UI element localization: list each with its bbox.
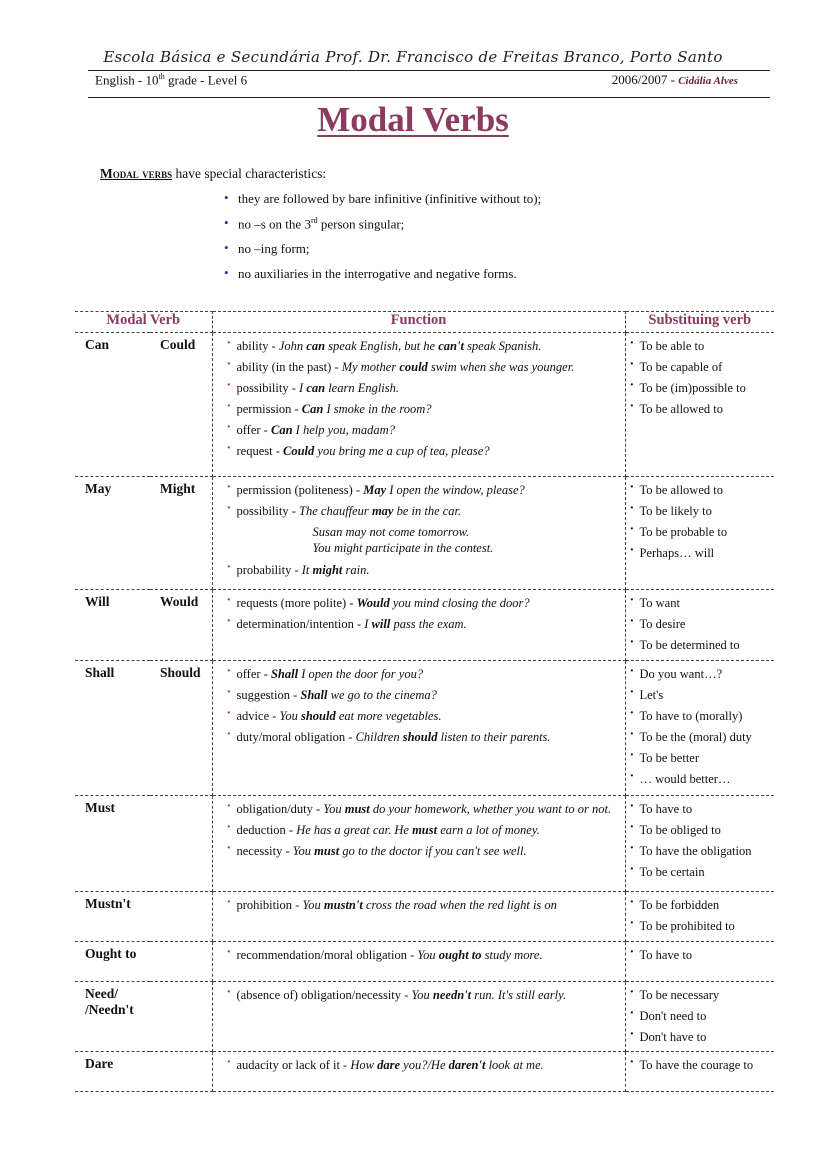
function-example-continued [213,524,625,540]
function-item [213,822,625,843]
function-example [342,360,575,374]
table-row [75,1052,774,1092]
modal-verb-cell: Mustn't [75,892,150,942]
example-text: John [278,339,307,353]
function-item [213,503,625,524]
header-substitute: Substituing verb [625,312,774,333]
example-text: You [292,844,315,858]
year-teacher [612,72,738,88]
modal-keyword: needn't [432,988,472,1002]
substitute-item: · To be likely to [626,503,775,524]
example-text: I open the door for you? [298,667,424,681]
function-item [213,422,625,443]
function-example [279,339,542,353]
table-row [75,796,774,892]
modal-keyword: mustn't [323,898,363,912]
example-text: He has a great car. He [296,823,413,837]
substitute-cell [625,477,774,590]
function-item [213,947,625,968]
modal-verb-past-cell [150,892,212,942]
example-text: The chauffeur [299,504,372,518]
function-cell [212,982,625,1052]
function-label: permission (politeness) - [236,483,364,497]
function-item [213,482,625,503]
substitute-item: · To be (im)possible to [626,380,775,401]
characteristic-item: • no auxiliaries in the interrogative and negative forms. [224,266,541,291]
modal-verb-past-cell: Might [150,477,212,590]
function-item [213,443,625,464]
header-rule-bottom [88,97,770,98]
modal-keyword: dare [377,1058,401,1072]
example-text: eat more vegetables. [335,709,442,723]
substitute-item: · To have to [626,947,775,968]
substitute-item: · Do you want…? [626,666,775,687]
function-label: necessity - [236,844,293,858]
substitute-cell [625,892,774,942]
substitute-item: · To have to (morally) [626,708,775,729]
substitute-item: · To be capable of [626,359,775,380]
course-info: English - 10th grade - Level 6 [95,72,248,88]
function-cell [212,333,625,477]
example-text: You [411,988,433,1002]
example-text: I [364,617,372,631]
function-cell [212,796,625,892]
function-label: probability - [236,563,302,577]
function-item [213,708,625,729]
table-row [75,942,774,982]
example-text: Susan [312,525,346,539]
function-example [271,667,423,681]
table-row [75,477,774,590]
characteristic-item: • no –s on the 3rd person singular; [224,216,541,241]
example-text: You [323,802,345,816]
function-item [213,801,625,822]
function-label: ability (in the past) - [236,360,342,374]
function-label: offer - [236,423,271,437]
modal-keyword: can't [438,339,464,353]
function-label: ability - [236,339,279,353]
characteristic-item: • they are followed by bare infinitive (infinitive without to); [224,191,541,216]
function-example [411,988,566,1002]
modal-verb-text: Need/ [85,986,118,1001]
intro-paragraph [100,166,326,182]
function-example [296,823,540,837]
function-label: advice - [236,709,280,723]
modal-verb-cell: Must [75,796,150,892]
function-item [213,687,625,708]
function-label: suggestion - [236,688,301,702]
function-example [302,563,370,577]
example-text: we go to the cinema? [327,688,437,702]
function-example [364,617,466,631]
substitute-cell [625,333,774,477]
substitute-item: · To want [626,595,775,616]
function-example-continued [213,540,625,556]
modal-verb-past-cell [150,942,212,982]
modal-keyword: will [371,617,391,631]
substitute-item: · Perhaps… will [626,545,775,566]
function-label: (absence of) obligation/necessity - [236,988,412,1002]
function-label: prohibition - [236,898,303,912]
function-cell [212,942,625,982]
substitute-item: · To be obliged to [626,822,775,843]
example-text: You [417,948,439,962]
function-example [299,504,461,518]
substitute-item: · To desire [626,616,775,637]
modal-keyword: could [399,360,428,374]
header-modal-verb: Modal Verb [75,312,212,333]
modal-verb-past-cell: Would [150,590,212,661]
function-label: duty/moral obligation - [236,730,356,744]
function-example [299,381,399,395]
substitute-item: · To have the obligation [626,843,775,864]
modal-keyword: Could [283,444,315,458]
modal-keyword: may [371,504,394,518]
modal-verb-cell [75,982,150,1052]
modal-verb-cell: Will [75,590,150,661]
substitute-item: · To be allowed to [626,482,775,503]
function-cell [212,1052,625,1092]
substitute-cell [625,661,774,796]
example-text: look at me. [485,1058,544,1072]
function-example [280,709,442,723]
example-text: Children [355,730,403,744]
example-text: You [312,541,334,555]
example-text: My mother [341,360,400,374]
function-example [357,596,530,610]
function-item [213,987,625,1008]
function-item [213,338,625,359]
modal-keyword: must [412,823,438,837]
substitute-item: · To have to [626,801,775,822]
table-body [75,333,774,1092]
function-label: deduction - [236,823,297,837]
substitute-item: · To be forbidden [626,897,775,918]
function-item [213,666,625,687]
function-example [300,688,436,702]
modal-keyword: can [306,339,326,353]
table-row [75,661,774,796]
example-text: I [299,381,307,395]
function-cell [212,590,625,661]
function-example [363,483,525,497]
modal-keyword: can [306,381,326,395]
function-item [213,729,625,750]
example-text: swim when she was younger. [427,360,575,374]
substitute-item: · To be able to [626,338,775,359]
function-example [350,1058,543,1072]
example-text: run. It's still early. [471,988,567,1002]
substitute-cell [625,796,774,892]
example-text: speak English, but he [325,339,439,353]
modal-verb-past-cell: Should [150,661,212,796]
modal-verb-past-cell: Could [150,333,212,477]
page-title-text: Modal Verbs [317,100,509,139]
function-item [213,380,625,401]
page-title [0,100,826,140]
substitute-item: · To be allowed to [626,401,775,422]
example-text: It [301,563,313,577]
characteristic-item: • no –ing form; [224,241,541,266]
example-text: come tomorrow. [385,525,470,539]
table-row [75,982,774,1052]
substitute-item: · Don't have to [626,1029,775,1050]
substitute-item: · To be prohibited to [626,918,775,939]
function-example [302,402,432,416]
modal-verb-past-cell [150,982,212,1052]
function-example [417,948,542,962]
modal-verb-cell: May [75,477,150,590]
function-item [213,1057,625,1078]
example-text: I open the window, please? [386,483,525,497]
function-item [213,897,625,918]
example-text: speak Spanish. [463,339,542,353]
function-item [213,595,625,616]
modal-keyword: daren't [448,1058,486,1072]
modal-verb-cell: Dare [75,1052,150,1092]
function-label: obligation/duty - [236,802,324,816]
example-text: go to the doctor if you can't see well. [339,844,527,858]
intro-lead: Modal verbs [100,166,173,181]
example-text: You [279,709,301,723]
modal-keyword: ought to [438,948,482,962]
modal-verb-text: /Needn't [85,1002,134,1017]
modal-keyword: should [300,709,336,723]
example-text: do your homework, whether you want to or not. [369,802,612,816]
function-label: determination/intention - [236,617,365,631]
modal-keyword: might [333,541,363,555]
modal-verbs-table [75,311,774,1092]
modal-keyword: Shall [300,688,328,702]
example-text: learn English. [325,381,400,395]
example-text: You [302,898,324,912]
modal-keyword: Shall [270,667,299,681]
example-text: earn a lot of money. [437,823,540,837]
function-example [283,444,490,458]
function-item [213,616,625,637]
modal-keyword: may not [345,525,386,539]
substitute-item: · Let's [626,687,775,708]
substitute-item: · To be determined to [626,637,775,658]
function-cell [212,892,625,942]
example-text: you bring me a cup of tea, please? [314,444,490,458]
modal-verb-past-cell [150,796,212,892]
modal-verb-cell: Can [75,333,150,477]
modal-keyword: might [312,563,343,577]
modal-keyword: must [344,802,370,816]
example-text: you mind closing the door? [389,596,530,610]
function-label: requests (more polite) - [236,596,357,610]
intro-text: have special characteristics: [172,166,327,181]
modal-keyword: May [363,483,387,497]
header-function: Function [212,312,625,333]
header-rule-top [88,70,770,71]
substitute-item: · Don't need to [626,1008,775,1029]
example-text: be in the car. [393,504,462,518]
teacher-name: Cidália Alves [678,75,738,87]
example-text: I smoke in the room? [323,402,432,416]
function-example [271,423,395,437]
function-example [323,802,611,816]
substitute-item: · … would better… [626,771,775,792]
function-example [356,730,551,744]
example-text: study more. [481,948,543,962]
function-item [213,359,625,380]
table-row [75,892,774,942]
modal-keyword: must [314,844,340,858]
modal-keyword: Would [356,596,390,610]
example-text: listen to their parents. [437,730,551,744]
example-text: rain. [342,563,370,577]
modal-verb-past-cell [150,1052,212,1092]
modal-verb-cell: Ought to [75,942,150,982]
modal-keyword: Can [270,423,293,437]
example-text: pass the exam. [390,617,467,631]
function-label: request - [236,444,284,458]
substitute-item: · To be better [626,750,775,771]
example-text: cross the road when the red light is on [362,898,557,912]
modal-verb-cell: Shall [75,661,150,796]
table-row [75,333,774,477]
function-label: possibility - [236,504,300,518]
function-cell [212,477,625,590]
substitute-item: · To be necessary [626,987,775,1008]
substitute-item: · To be probable to [626,524,775,545]
function-label: possibility - [236,381,300,395]
table-row [75,590,774,661]
substitute-item: · To have the courage to [626,1057,775,1078]
substitute-item: · To be the (moral) duty [626,729,775,750]
example-text: participate in the contest. [362,541,494,555]
substitute-cell [625,590,774,661]
substitute-cell [625,1052,774,1092]
function-label: permission - [236,402,302,416]
characteristics-list [224,191,541,291]
function-label: recommendation/moral obligation - [236,948,418,962]
function-item [213,401,625,422]
example-text: I help you, madam? [292,423,395,437]
substitute-cell [625,942,774,982]
function-example [293,844,527,858]
modal-keyword: Can [301,402,324,416]
function-item [213,843,625,864]
function-label: offer - [236,667,271,681]
example-text: you?/He [400,1058,449,1072]
school-year: 2006/2007 - [611,72,679,87]
function-example [302,898,556,912]
school-name: Escola Básica e Secundária Prof. Dr. Francisco de Freitas Branco, Porto Santo [103,48,723,66]
substitute-cell [625,982,774,1052]
modal-keyword: should [402,730,438,744]
function-item [213,562,625,583]
function-label: audacity or lack of it - [236,1058,351,1072]
function-cell [212,661,625,796]
example-text: How [350,1058,378,1072]
substitute-item: · To be certain [626,864,775,885]
